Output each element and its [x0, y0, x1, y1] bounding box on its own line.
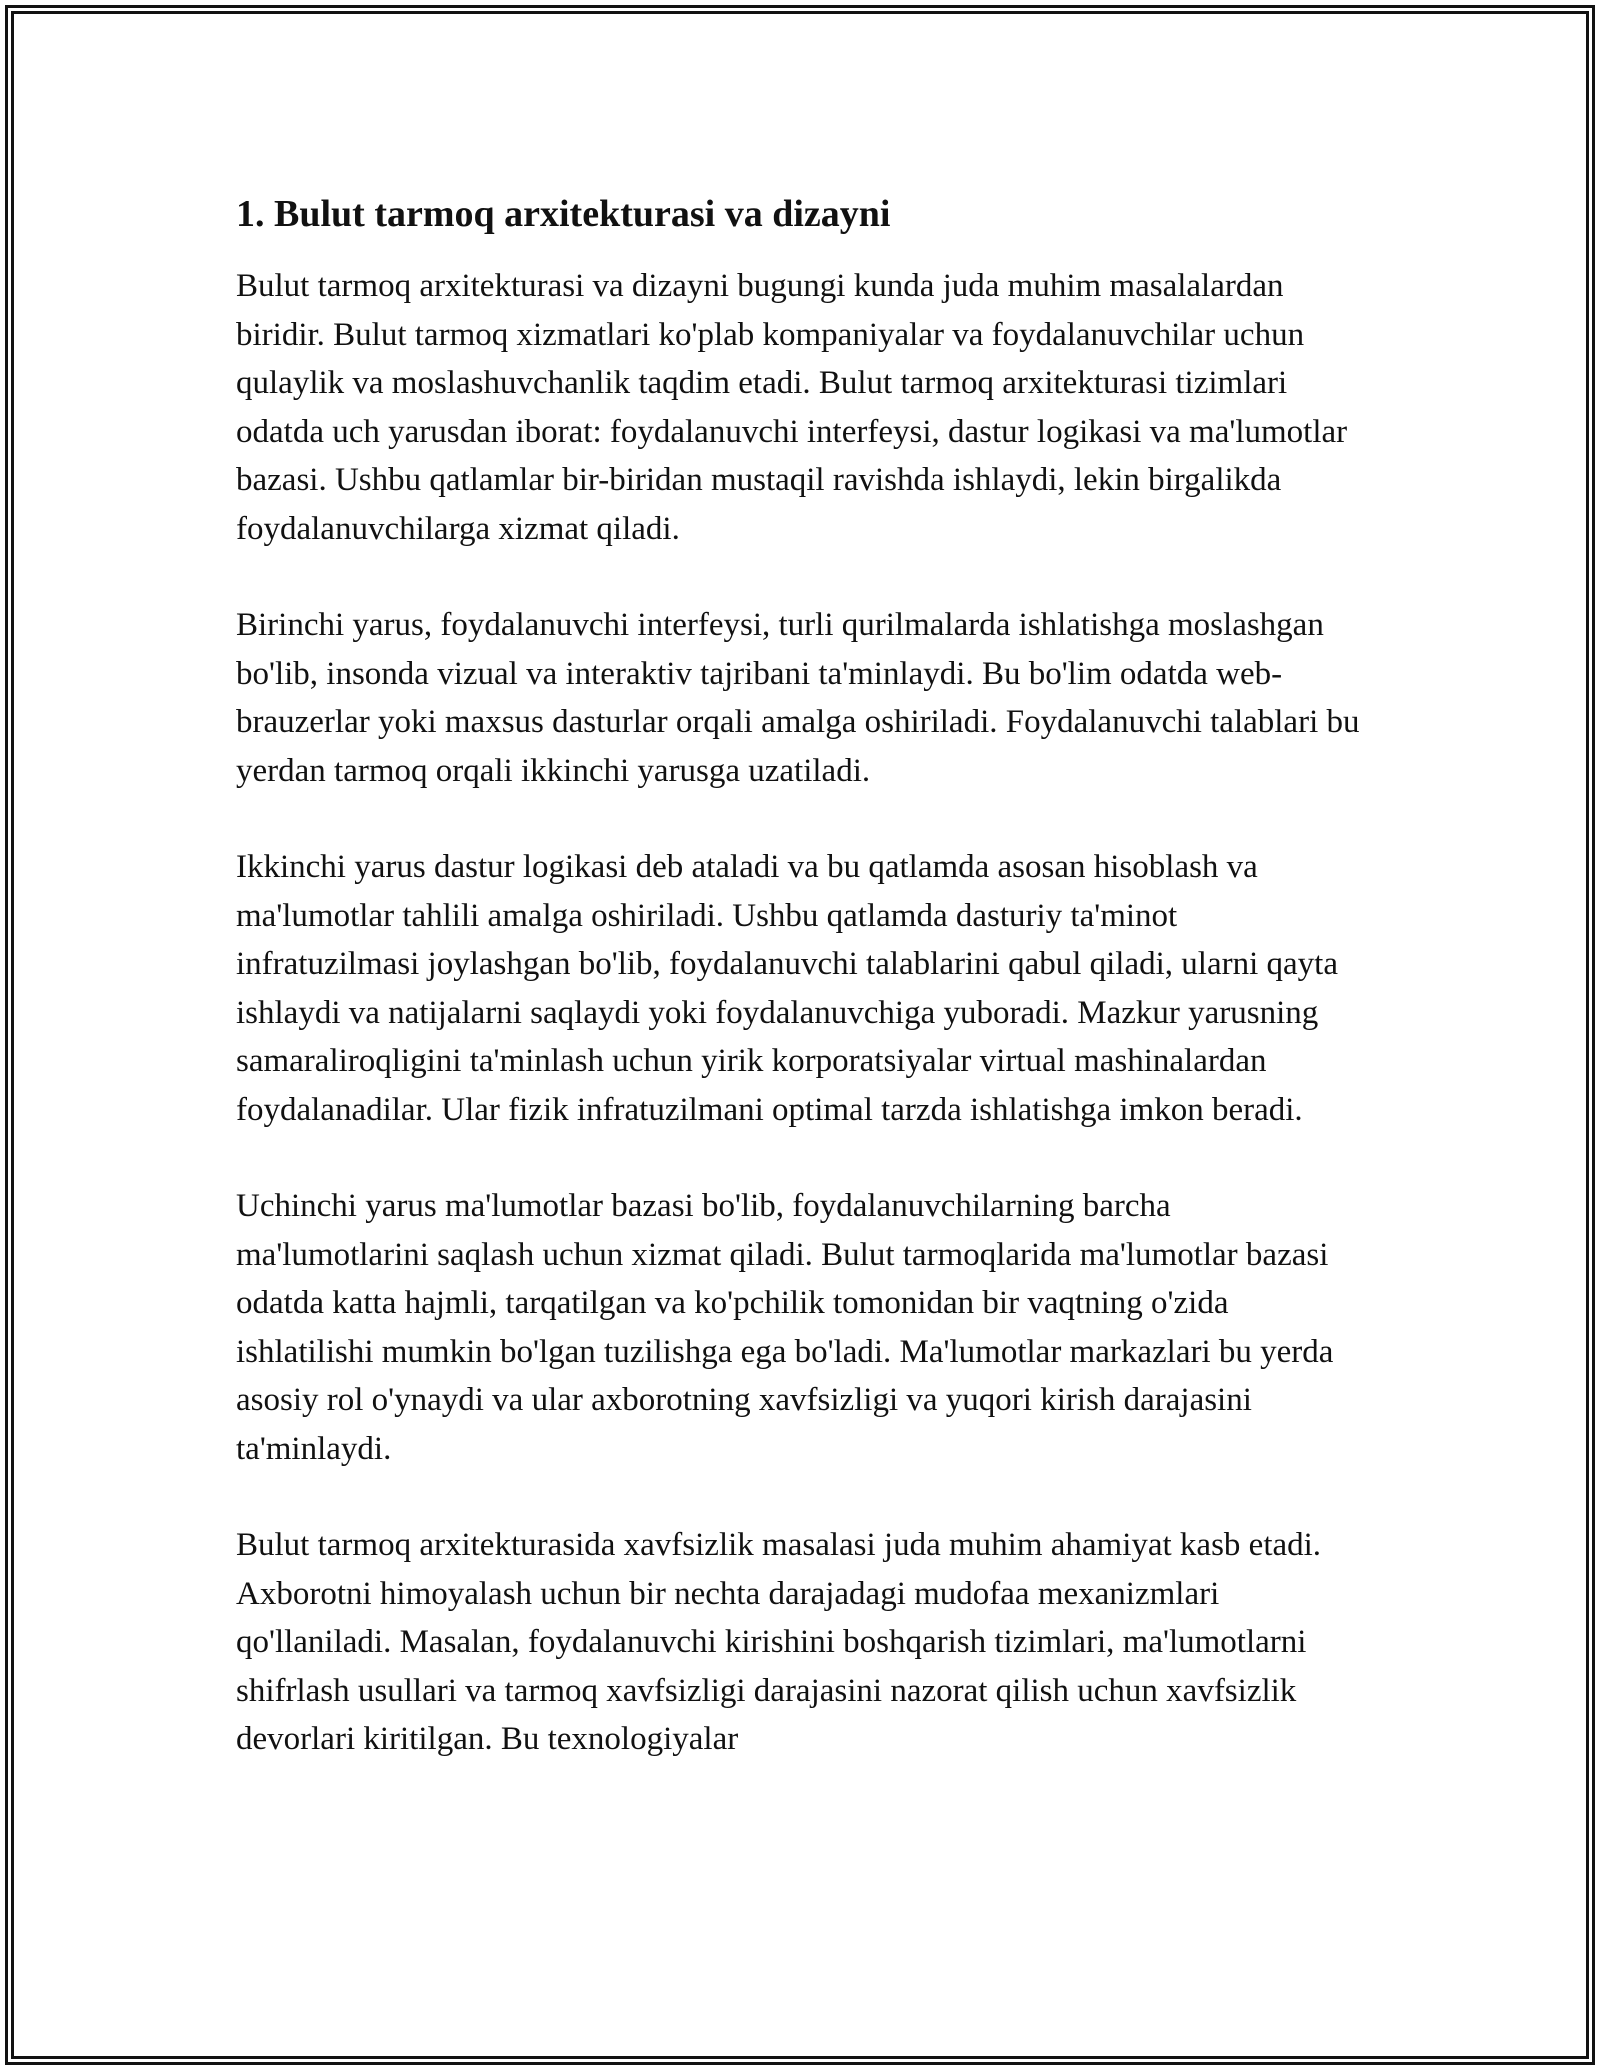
paragraph-third-tier: Uchinchi yarus ma'lumotlar bazasi bo'lib, foydalanuvchilarning barcha ma'lumotlarini saqlash uchun xizmat qiladi. Bulut tarmoqlarida ma'lumotlar bazasi odatda katta hajmli, tarqatilgan va ko'pchilik tomonidan bir vaqtning o'zida ishlatilishi mumkin bo'lgan tuzilishga ega bo'ladi. Ma'lumotlar markazlari bu yerda asosiy rol o'ynaydi va ular axborotning xavfsizligi va yuqori kirish darajasini ta'minlaydi.	[236, 1188, 1334, 1467]
document-body	[236, 188, 1366, 1812]
section-heading: 1. Bulut tarmoq arxitekturasi va dizayni	[236, 193, 891, 235]
paragraph-first-tier: Birinchi yarus, foydalanuvchi interfeysi, turli qurilmalarda ishlatishga moslashgan bo'lib, insonda vizual va interaktiv tajribani ta'minlaydi. Bu bo'lim odatda web-brauzerlar yoki maxsus dasturlar orqali amalga oshiriladi. Foydalanuvchi talablari bu yerdan tarmoq orqali ikkinchi yarusga uzatiladi.	[236, 607, 1360, 789]
paragraph-second-tier: Ikkinchi yarus dastur logikasi deb ataladi va bu qatlamda asosan hisoblash va ma'lumotlar tahlili amalga oshiriladi. Ushbu qatlamda dasturiy ta'minot infratuzilmasi joylashgan bo'lib, foydalanuvchi talablarini qabul qiladi, ularni qayta ishlaydi va natijalarni saqlaydi yoki foydalanuvchiga yuboradi. Mazkur yarusning samaraliroqligini ta'minlash uchun yirik korporatsiyalar virtual mashinalardan foydalanadilar. Ular fizik infratuzilmani optimal tarzda ishlatishga imkon beradi.	[236, 849, 1338, 1128]
paragraph-security: Bulut tarmoq arxitekturasida xavfsizlik masalasi juda muhim ahamiyat kasb etadi. Axborotni himoyalash uchun bir nechta darajadagi mudofaa mexanizmlari qo'llaniladi. Masalan, foydalanuvchi kirishini boshqarish tizimlari, ma'lumotlarni shifrlash usullari va tarmoq xavfsizligi darajasini nazorat qilish uchun xavfsizlik devorlari kiritilgan. Bu texnologiyalar	[236, 1527, 1322, 1757]
paragraph-intro: Bulut tarmoq arxitekturasi va dizayni bugungi kunda juda muhim masalalardan biridir. Bulut tarmoq xizmatlari ko'plab kompaniyalar va foydalanuvchilar uchun qulaylik va moslashuvchanlik taqdim etadi. Bulut tarmoq arxitekturasi tizimlari odatda uch yarusdan iborat: foydalanuvchi interfeysi, dastur logikasi va ma'lumotlar bazasi. Ushbu qatlamlar bir-biridan mustaqil ravishda ishlaydi, lekin birgalikda foydalanuvchilarga xizmat qiladi.	[236, 268, 1348, 547]
